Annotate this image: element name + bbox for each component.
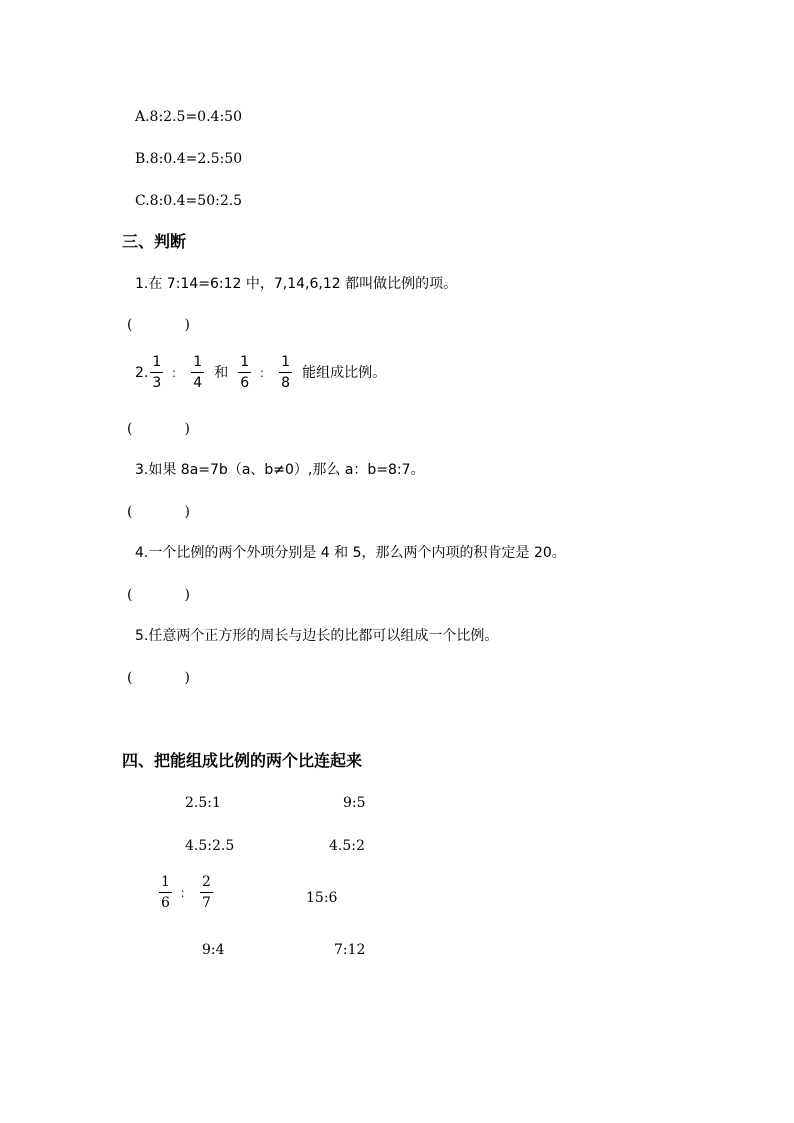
paren-open: ( (127, 587, 133, 603)
fraction-bar (191, 372, 204, 373)
fraction-one-sixth (159, 874, 172, 911)
fraction-two-sevenths (200, 874, 213, 911)
denominator: 3 (152, 375, 162, 391)
fraction-bar (238, 372, 251, 373)
numerator: 1 (152, 354, 162, 370)
numerator: 1 (193, 354, 203, 370)
q2-and: 和 (214, 364, 229, 381)
paren-close: ) (184, 317, 190, 333)
option-c: C.8:0.4=50:2.5 (135, 193, 243, 209)
fraction-one-third (150, 354, 163, 391)
paren-close: ) (184, 504, 190, 520)
ratio-colon: ： (259, 365, 272, 380)
ratio-right-3[interactable]: 15:6 (306, 890, 338, 906)
fraction-one-eighth (279, 354, 292, 391)
question-2 (135, 354, 386, 391)
ratio-right-2[interactable]: 4.5:2 (329, 838, 365, 854)
q2-suffix: 能组成比例。 (302, 364, 387, 381)
numerator: 2 (201, 874, 211, 890)
question-3: 3.如果 8a=7b（a、b≠0）,那么 a：b=8:7。 (135, 462, 425, 478)
paren-open: ( (127, 670, 133, 686)
ratio-right-1[interactable]: 9:5 (343, 795, 366, 811)
answer-blank-1[interactable] (127, 316, 190, 334)
ratio-left-fraction[interactable] (157, 874, 215, 911)
paren-open: ( (127, 504, 133, 520)
fraction-one-sixth (238, 354, 251, 391)
question-5: 5.任意两个正方形的周长与边长的比都可以组成一个比例。 (135, 628, 499, 644)
numerator: 1 (281, 354, 291, 370)
denominator: 6 (240, 375, 250, 391)
section-3-title: 三、判断 (122, 232, 187, 251)
fraction-bar (279, 372, 292, 373)
answer-blank-2[interactable] (127, 420, 190, 438)
q2-prefix: 2. (135, 364, 149, 381)
ratio-left-2[interactable]: 4.5:2.5 (185, 838, 235, 854)
denominator: 8 (281, 375, 291, 391)
paren-close: ) (184, 587, 190, 603)
answer-blank-3[interactable] (127, 503, 190, 521)
denominator: 7 (201, 895, 211, 911)
option-a: A.8:2.5=0.4:50 (135, 109, 242, 125)
fraction-bar (150, 372, 163, 373)
paren-open: ( (127, 317, 133, 333)
answer-blank-5[interactable] (127, 669, 190, 687)
question-1: 1.在 7:14=6:12 中，7,14,6,12 都叫做比例的项。 (135, 276, 458, 292)
fraction-bar (200, 892, 213, 893)
ratio-right-4[interactable]: 7:12 (334, 942, 366, 958)
option-b: B.8:0.4=2.5:50 (135, 151, 243, 167)
paren-open: ( (127, 421, 133, 437)
answer-blank-4[interactable] (127, 586, 190, 604)
denominator: 4 (193, 375, 203, 391)
fraction-one-fourth (191, 354, 204, 391)
paren-close: ) (184, 670, 190, 686)
section-4-title: 四、把能组成比例的两个比连起来 (122, 751, 363, 770)
fraction-bar (159, 892, 172, 893)
paren-close: ) (184, 421, 190, 437)
ratio-colon: ： (179, 885, 192, 900)
denominator: 6 (161, 895, 170, 911)
ratio-left-3[interactable]: 9:4 (202, 942, 225, 958)
numerator: 1 (240, 354, 250, 370)
question-4: 4.一个比例的两个外项分别是 4 和 5，那么两个内项的积肯定是 20。 (135, 545, 566, 561)
ratio-colon: ： (171, 365, 184, 380)
ratio-left-1[interactable]: 2.5:1 (185, 795, 221, 811)
numerator: 1 (161, 874, 170, 890)
